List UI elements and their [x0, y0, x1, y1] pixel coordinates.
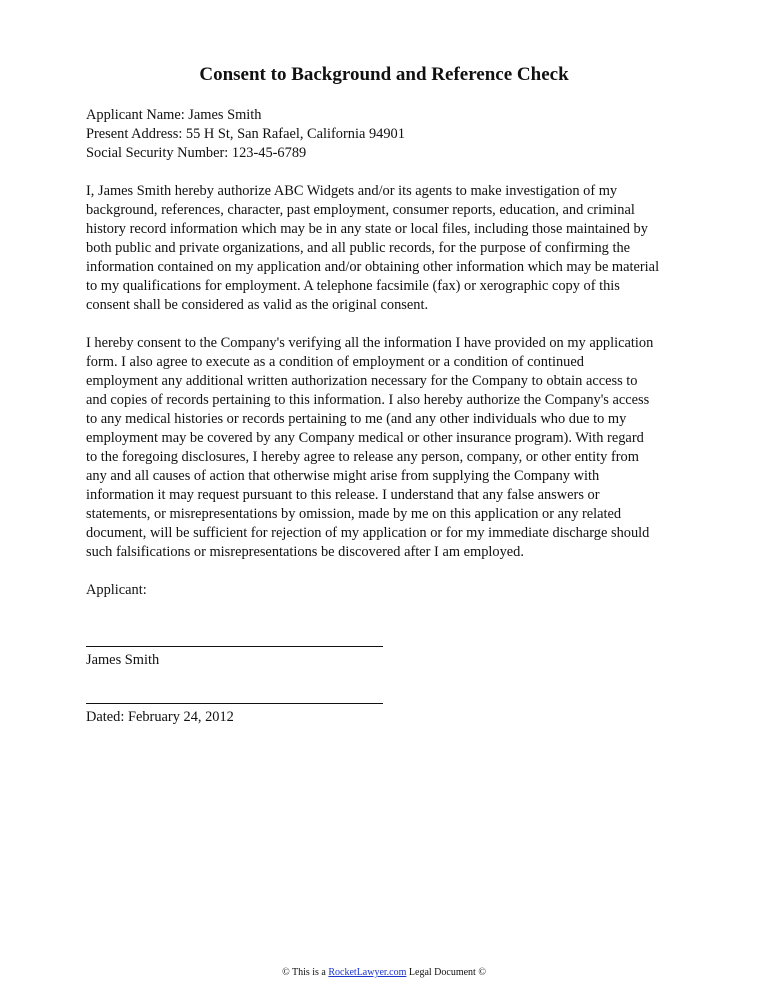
paragraph-line: both public and private organizations, and all public records, for the purpose of confirming the: [86, 240, 631, 256]
footer-suffix: Legal Document ©: [406, 967, 486, 978]
ssn-line: Social Security Number: 123-45-6789: [86, 145, 307, 161]
paragraph-line: and copies of records pertaining to this information. I also hereby authorize the Company's access: [86, 392, 650, 408]
dated-text: Dated: February 24, 2012: [86, 709, 234, 725]
paragraph-line: background, references, character, past employment, consumer reports, education, and criminal: [86, 202, 635, 218]
present-address-line: Present Address: 55 H St, San Rafael, California 94901: [86, 126, 405, 142]
authorization-paragraph: [86, 182, 686, 315]
applicant-label: Applicant:: [86, 582, 147, 598]
signature-name: James Smith: [86, 652, 160, 668]
date-block: [86, 703, 386, 727]
paragraph-line: form. I also agree to execute as a condition of employment or a condition of continued: [86, 354, 584, 370]
document-body: [86, 106, 686, 600]
paragraph-line: information contained on my application and/or obtaining other information which may be material: [86, 259, 660, 275]
paragraph-line: information it may request pursuant to this release. I understand that any false answers or: [86, 487, 600, 503]
paragraph-line: consent shall be considered as valid as the original consent.: [86, 297, 429, 313]
date-line: [86, 703, 383, 704]
paragraph-line: I hereby consent to the Company's verifying all the information I have provided on my application: [86, 335, 654, 351]
paragraph-line: such falsifications or misrepresentations be discovered after I am employed.: [86, 544, 524, 560]
paragraph-line: I, James Smith hereby authorize ABC Widgets and/or its agents to make investigation of my: [86, 183, 618, 199]
document-title: Consent to Background and Reference Check: [199, 64, 569, 85]
signature-block: [86, 646, 386, 670]
paragraph-line: history record information which may be in any state or local files, including those maintained by: [86, 221, 648, 237]
paragraph-line: statements, or misrepresentations by omission, made by me on this application or any related: [86, 506, 622, 522]
paragraph-line: to my qualifications for employment. A telephone facsimile (fax) or xerographic copy of this: [86, 278, 620, 294]
footer-prefix: © This is a: [282, 967, 329, 978]
paragraph-line: to any medical histories or records pertaining to me (and any other individuals who due to my: [86, 411, 627, 427]
consent-paragraph: [86, 334, 686, 562]
signature-line: [86, 646, 383, 647]
paragraph-line: any and all causes of action that otherwise might arise from supplying the Company with: [86, 468, 600, 484]
paragraph-line: document, will be sufficient for rejection of my application or for my immediate discharge should: [86, 525, 650, 541]
footer: [0, 966, 768, 980]
paragraph-line: to the foregoing disclosures, I hereby agree to release any person, company, or other entity from: [86, 449, 639, 465]
rocketlawyer-link[interactable]: RocketLawyer.com: [328, 967, 407, 978]
applicant-name-line: Applicant Name: James Smith: [86, 107, 262, 123]
paragraph-line: employment any additional written authorization necessary for the Company to obtain access to: [86, 373, 638, 389]
paragraph-line: employment may be covered by any Company medical or other insurance program). With regard: [86, 430, 644, 446]
